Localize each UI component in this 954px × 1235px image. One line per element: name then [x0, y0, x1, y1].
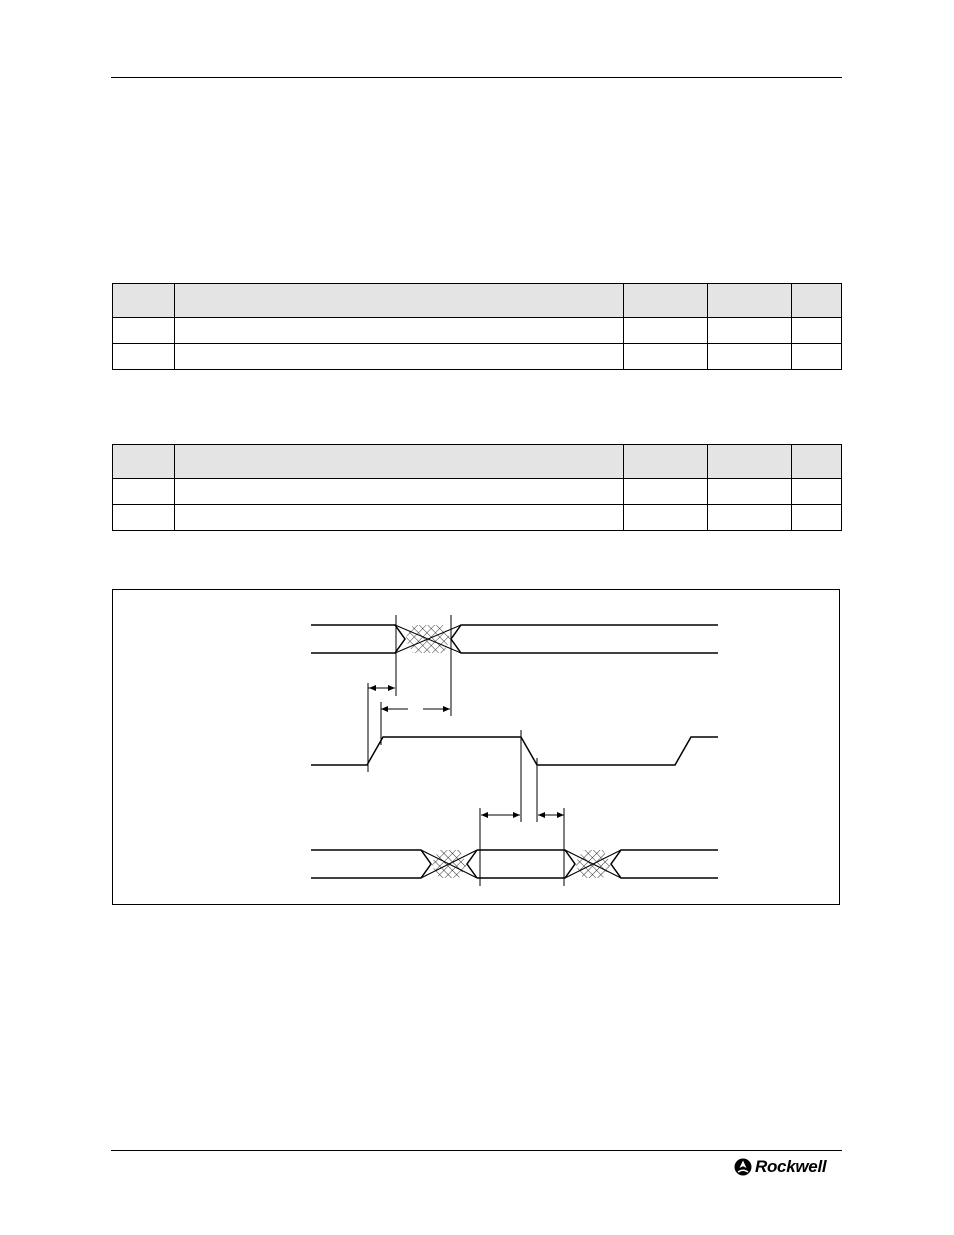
table-row [113, 318, 842, 344]
spec-table-1 [112, 283, 842, 370]
table-header-cell [113, 284, 175, 318]
table-row [113, 344, 842, 370]
table-header-cell [708, 284, 792, 318]
table-cell [624, 505, 708, 531]
table-cell [113, 479, 175, 505]
table-header-cell [175, 445, 624, 479]
table-row [113, 505, 842, 531]
spec-table-2 [112, 444, 842, 531]
table-cell [175, 318, 624, 344]
strobe-reference-lines [368, 683, 537, 822]
table-header-cell [113, 445, 175, 479]
table-cell [624, 318, 708, 344]
table-header-cell [792, 445, 842, 479]
table-cell [792, 344, 842, 370]
header-rule [111, 77, 842, 78]
table-header-row [113, 284, 842, 318]
timing-diagram [113, 590, 841, 906]
table-cell [708, 344, 792, 370]
rockwell-logo-icon [734, 1158, 752, 1176]
rockwell-logo-text: Rockwell [755, 1157, 827, 1176]
table-cell [175, 344, 624, 370]
table-row [113, 479, 842, 505]
table-header-cell [624, 284, 708, 318]
table-header-cell [792, 284, 842, 318]
bus-signal-2 [311, 850, 718, 878]
table-header-cell [708, 445, 792, 479]
table-cell [175, 479, 624, 505]
table-cell [792, 479, 842, 505]
rockwell-logo [734, 1156, 826, 1178]
table-cell [113, 505, 175, 531]
bus-2-reference-lines [480, 808, 564, 886]
bus-signal-1 [311, 625, 718, 653]
table-cell [624, 479, 708, 505]
table-cell [113, 318, 175, 344]
table-cell [624, 344, 708, 370]
table-header-cell [175, 284, 624, 318]
table-cell [708, 479, 792, 505]
table-cell [708, 318, 792, 344]
footer-rule [111, 1150, 842, 1151]
table-cell [708, 505, 792, 531]
table-header-row [113, 445, 842, 479]
table-header-cell [624, 445, 708, 479]
table-cell [792, 505, 842, 531]
strobe-signal [311, 737, 718, 765]
table-cell [792, 318, 842, 344]
table-cell [113, 344, 175, 370]
table-cell [175, 505, 624, 531]
timing-diagram-frame [112, 589, 840, 905]
